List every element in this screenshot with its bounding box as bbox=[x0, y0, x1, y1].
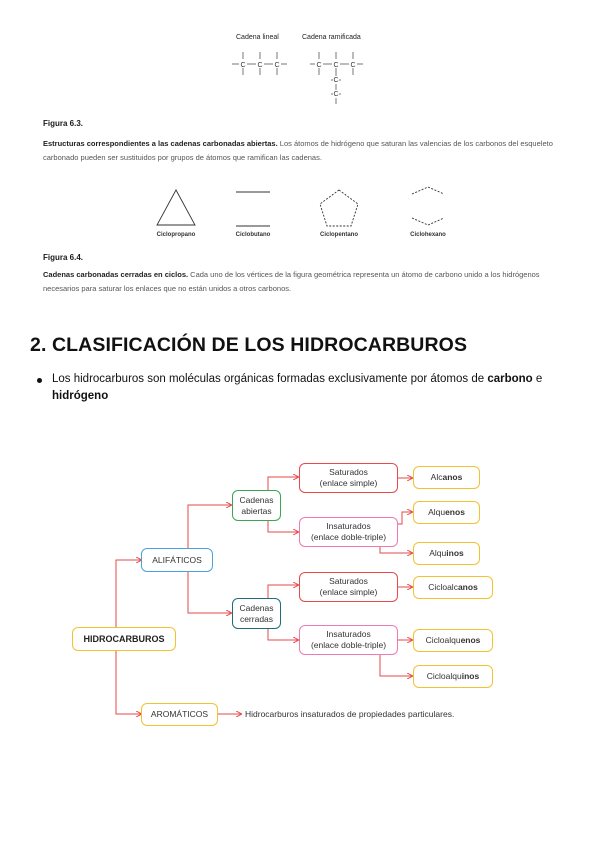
insaturados-line2: (enlace doble-triple) bbox=[310, 640, 387, 650]
alcanos-stem: Alc bbox=[430, 472, 443, 482]
alifaticos-label: ALIFÁTICOS bbox=[152, 554, 202, 565]
ring-label-cyclopropane: Ciclopropano bbox=[156, 232, 196, 238]
ring-label-cyclohexane: Ciclohexano bbox=[410, 232, 446, 238]
figure-6-3-label: Figura 6.3. bbox=[43, 119, 84, 128]
root-hidrocarburos-box bbox=[72, 627, 176, 651]
insaturados-line1: Insaturados bbox=[326, 629, 371, 639]
cicloalquinos-stem: Cicloalqu bbox=[426, 671, 462, 681]
abiertas-insaturados-box bbox=[299, 517, 398, 547]
bullet-mid: e bbox=[532, 373, 543, 385]
carbon-atom: C bbox=[333, 62, 339, 69]
saturados-line1: Saturados bbox=[329, 576, 368, 586]
figure-6-3-caption-bold: Estructuras correspondientes a las cadenas carbonadas abiertas. bbox=[43, 139, 278, 148]
figure-6-3-caption-text: Los átomos de hidrógeno que saturan las valencias de los carbonos del esqueleto carbonado pueden ser sustituidos por grupos de átomos que ramifican las cadenas. bbox=[43, 139, 553, 162]
cicloalquenos-stem: Cicloalqu bbox=[425, 635, 461, 645]
alcanos-suffix: anos bbox=[442, 472, 463, 482]
cicloalquenos-suffix: enos bbox=[460, 635, 481, 645]
bullet-bold-hidrogeno: hidrógeno bbox=[52, 390, 109, 402]
carbon-atom: C bbox=[333, 91, 339, 98]
root-label: HIDROCARBUROS bbox=[83, 633, 165, 644]
carbon-atom: C bbox=[350, 62, 356, 69]
alquinos-suffix: inos bbox=[446, 548, 464, 558]
bullet-bold-carbono: carbono bbox=[487, 373, 533, 385]
alquenos-box bbox=[413, 501, 480, 524]
carbon-atom: C bbox=[333, 77, 339, 84]
alcanos-box bbox=[413, 466, 480, 489]
cicloalquinos-box bbox=[413, 665, 493, 688]
cadenas-cerradas-box bbox=[232, 598, 281, 629]
cicloalcanos-suffix: anos bbox=[457, 582, 478, 592]
carbon-atom: C bbox=[257, 62, 263, 69]
carbon-atom: C bbox=[240, 62, 246, 69]
alquinos-stem: Alqu bbox=[429, 548, 447, 558]
insaturados-line2: (enlace doble-triple) bbox=[310, 532, 387, 542]
aromaticos-label: AROMÁTICOS bbox=[150, 709, 209, 719]
cadenas-abiertas-box bbox=[232, 490, 281, 521]
insaturados-line1: Insaturados bbox=[326, 521, 371, 531]
aromaticos-description: Hidrocarburos insaturados de propiedades particulares. bbox=[245, 709, 455, 719]
saturados-line2: (enlace simple) bbox=[319, 478, 378, 488]
abiertas-line1: Cadenas bbox=[239, 494, 274, 505]
carbon-atom: C bbox=[316, 62, 322, 69]
ring-label-cyclobutane: Ciclobutano bbox=[235, 232, 271, 238]
cicloalcanos-stem: Cicloalc bbox=[428, 582, 458, 592]
figure-6-4-caption-bold: Cadenas carbonadas cerradas en ciclos. bbox=[43, 270, 189, 279]
ring-label-cyclopentane: Ciclopentano bbox=[319, 232, 358, 238]
cerradas-line1: Cadenas bbox=[239, 602, 274, 613]
alquenos-suffix: enos bbox=[445, 507, 465, 517]
bullet-pre: Los hidrocarburos son moléculas orgánicas formadas exclusivamente por átomos de bbox=[52, 373, 488, 385]
abiertas-saturados-box bbox=[299, 463, 398, 493]
alquenos-stem: Alqu bbox=[428, 507, 446, 517]
carbon-atom: C bbox=[274, 62, 280, 69]
alifaticos-box bbox=[141, 548, 213, 572]
linear-chain-label: Cadena lineal bbox=[236, 34, 279, 41]
cicloalcanos-box bbox=[413, 576, 493, 599]
aromaticos-box bbox=[141, 703, 218, 726]
figure-6-4-label: Figura 6.4. bbox=[43, 253, 84, 262]
cerradas-insaturados-box bbox=[299, 625, 398, 655]
branched-chain-label: Cadena ramificada bbox=[302, 34, 361, 41]
saturados-line2: (enlace simple) bbox=[319, 587, 378, 597]
alquinos-box bbox=[413, 542, 480, 565]
cicloalquenos-box bbox=[413, 629, 493, 652]
cerradas-line2: cerradas bbox=[239, 613, 274, 624]
abiertas-line2: abiertas bbox=[241, 505, 272, 516]
cerradas-saturados-box bbox=[299, 572, 398, 602]
saturados-line1: Saturados bbox=[329, 467, 368, 477]
section-title: 2. CLASIFICACIÓN DE LOS HIDROCARBUROS bbox=[30, 334, 468, 356]
figure-6-4-caption-text: Cada uno de los vértices de la figura geométrica representa un átomo de carbono unido a los hidrógenos necesarios para saturar los enlaces que no están unidos a otros carbonos. bbox=[43, 270, 540, 293]
cicloalquinos-suffix: inos bbox=[461, 671, 480, 681]
